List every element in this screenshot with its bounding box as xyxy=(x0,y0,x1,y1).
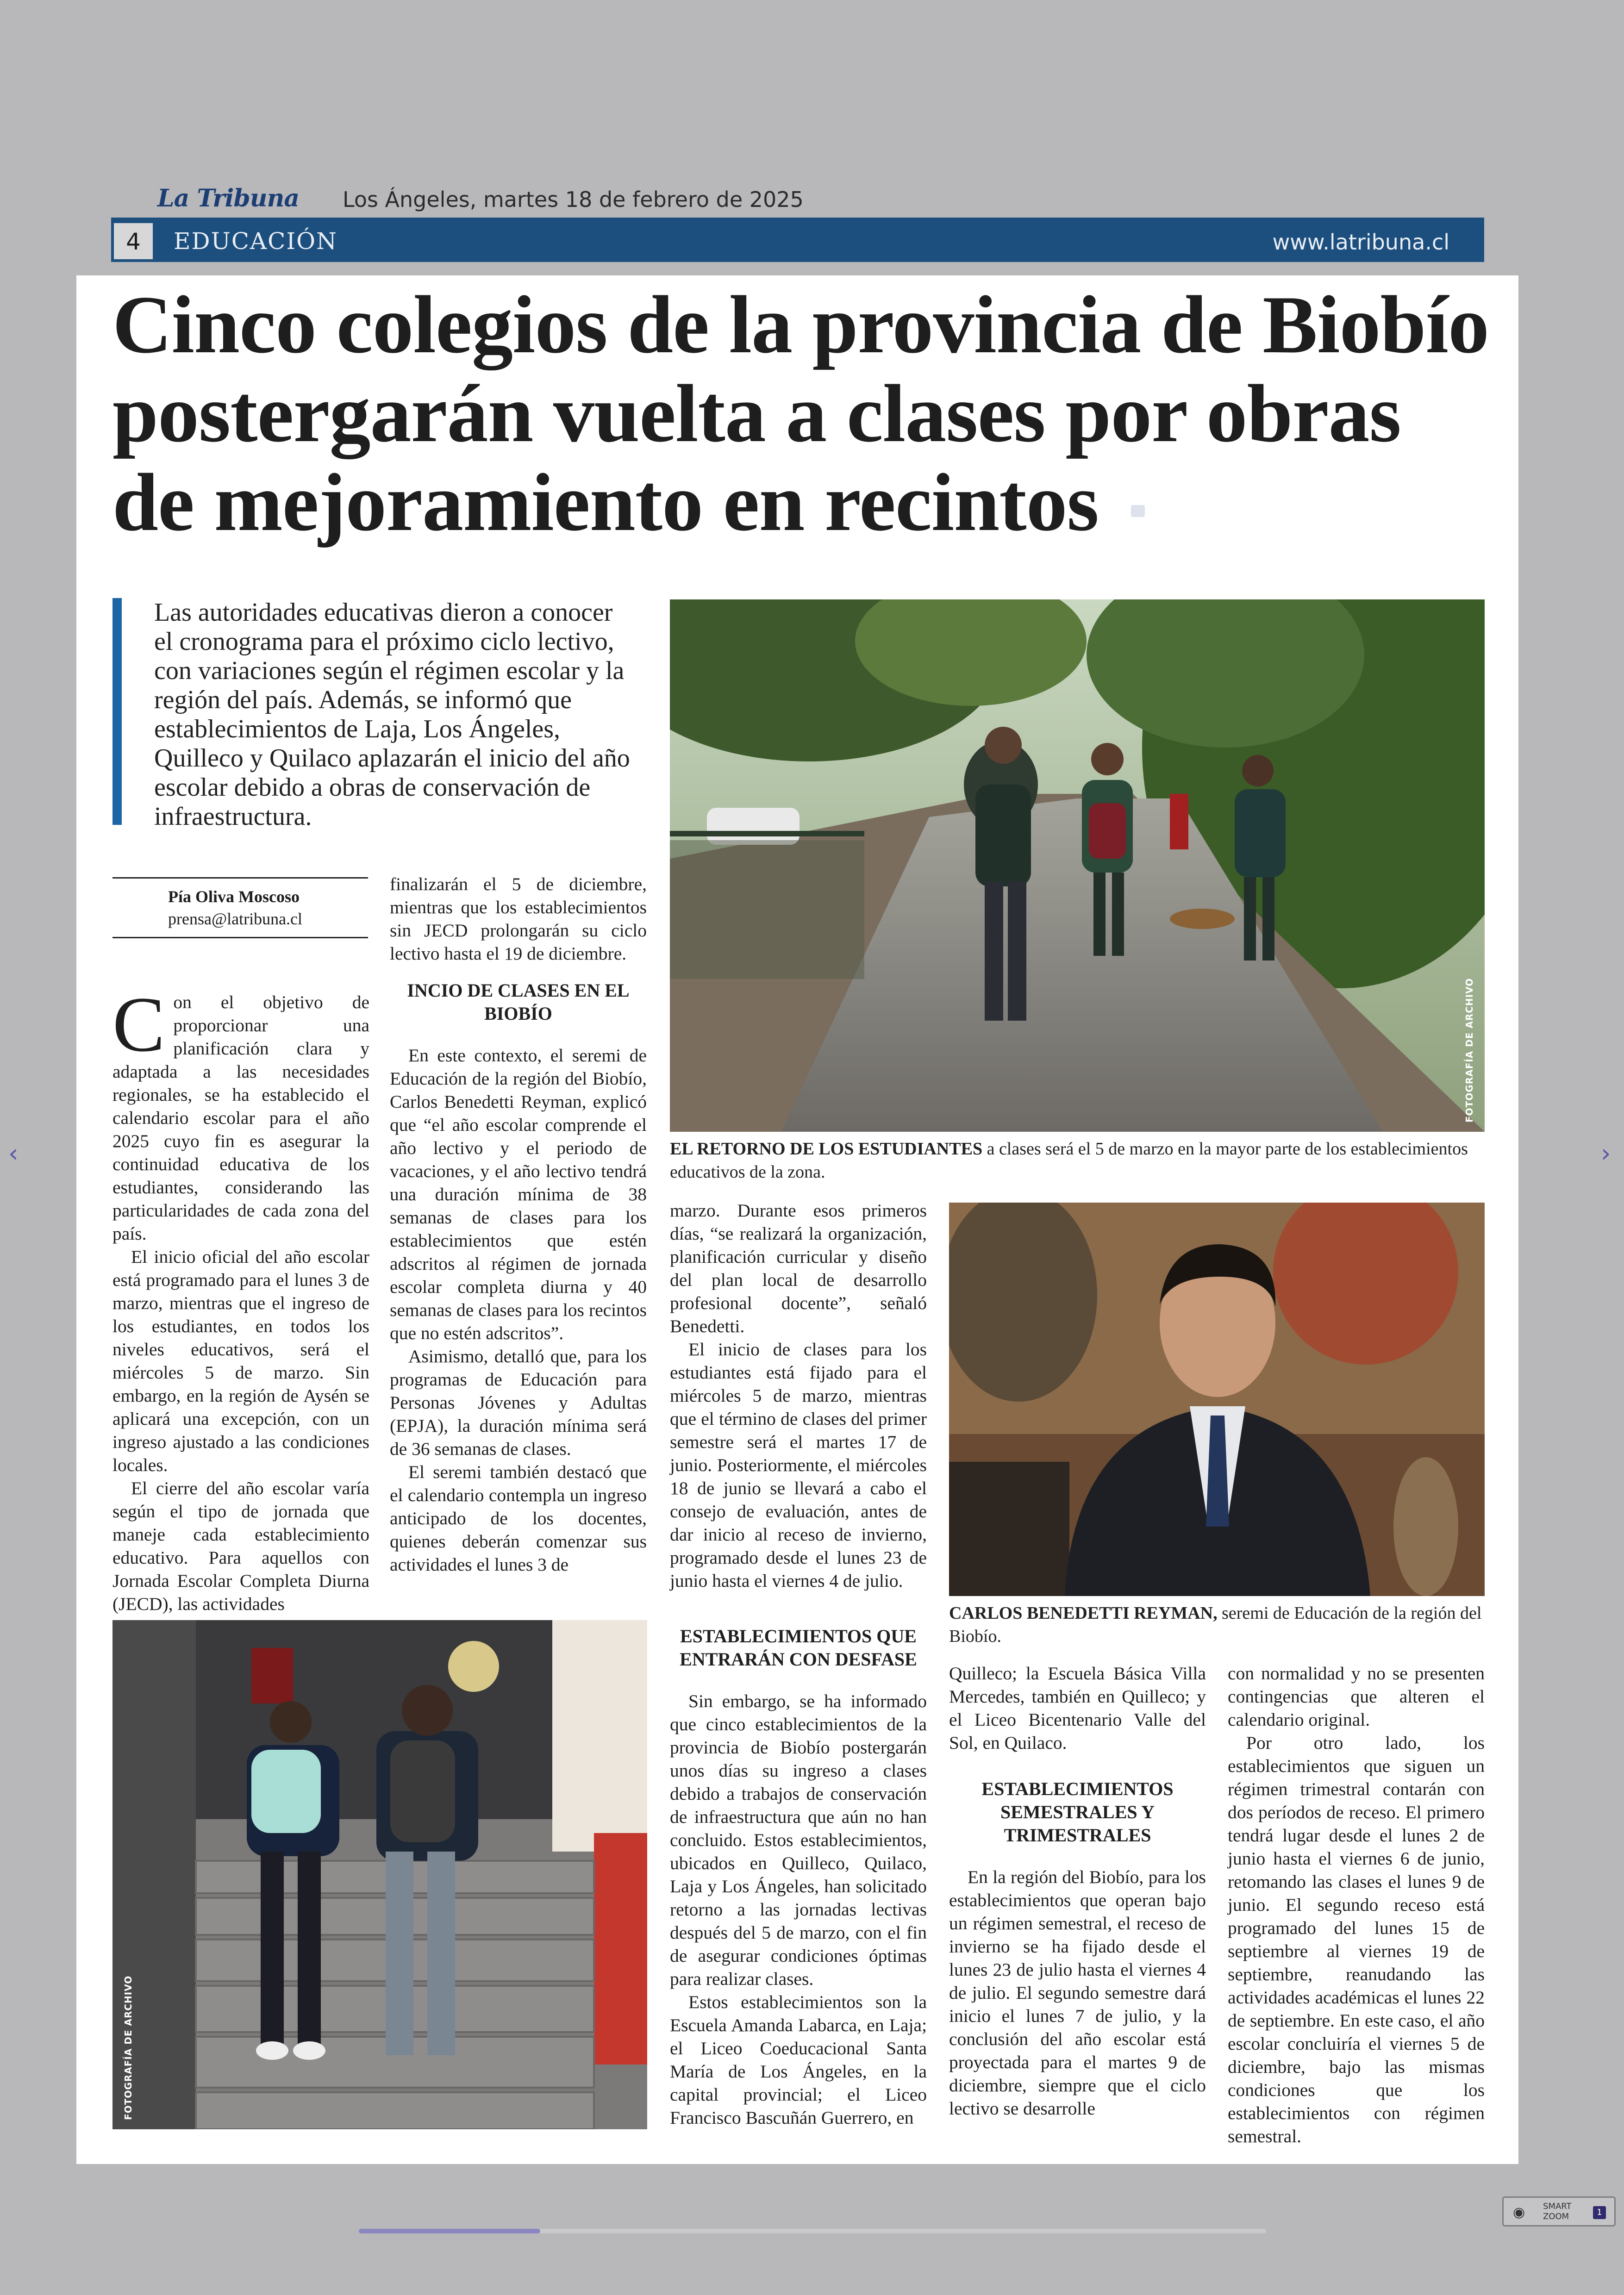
prev-page-arrow-icon[interactable]: ‹ xyxy=(8,1139,19,1168)
section-name: EDUCACIÓN xyxy=(174,228,337,255)
paragraph: Por otro lado, los establecimientos que siguen un régimen trimestral contarán con dos períodos de receso. El primero tendrá lugar desde el lunes 2 de junio hasta el viernes 6 de junio, retomando las clases el lunes 9 de junio. El segundo receso está programado del lunes 15 de septiembre al viernes 19 de septiembre, reanudando las actividades académicas el lunes 22 de septiembre. En este caso, el año escolar concluiría el viernes 5 de diciembre, bajo las mismas condiciones que los establecimientos con régimen semestral. xyxy=(1228,1733,1485,2146)
paragraph: En la región del Biobío, para los establecimientos que operan bajo un régimen semestral, el receso de invierno se ha fijado desde el lunes 23 de julio hasta el viernes 4 de julio. El segundo semestre dará inicio el lunes 7 de julio, y la conclusión del año escolar está proyectada para el martes 9 de diciembre, siempre que el ciclo lectivo se desarrolle xyxy=(949,1867,1206,2119)
scrollbar-thumb[interactable] xyxy=(359,2229,540,2233)
seremi-portrait-photo[interactable] xyxy=(949,1203,1485,1596)
paragraph: En este contexto, el seremi de Educación de la región del Biobío, Carlos Benedetti Reyman, explicó que “el año escolar comprende el año lectivo y el periodo de vacaciones, y el año lectivo tendrá una duración mínima de 38 semanas de clases para los establecimientos que estén adscritos al régimen de jornada escolar completa diurna y 40 semanas de clases para los recintos que no estén adscritos”. xyxy=(390,1045,647,1343)
smart-zoom-button[interactable] xyxy=(1502,2196,1616,2226)
paragraph: marzo. Durante esos primeros días, “se realizará la organización, planificación curricular y diseño del plan local de desarrollo profesional docente”, señaló Benedetti. xyxy=(670,1200,927,1336)
paragraph: Estos establecimientos son la Escuela Amanda Labarca, en Laja; el Liceo Coeducacional Santa María de Los Ángeles, en la capital provincial; el Liceo Francisco Bascuñán Guerrero, en xyxy=(670,1992,927,2128)
newspaper-page xyxy=(76,275,1518,2164)
newspaper-logo: La Tribuna xyxy=(157,184,300,212)
paragraph: Asimismo, detalló que, para los programas de Educación para Personas Jóvenes y Adultas (EPJA), la duración mínima será de 36 semanas de clases. xyxy=(390,1346,647,1459)
subheading: ESTABLECIMIENTOS QUE ENTRARÁN CON DESFASE xyxy=(680,1626,917,1670)
paragraph: finalizarán el 5 de diciembre, mientras que los establecimientos sin JECD prolongarán su ciclo lectivo hasta el 19 de diciembre. xyxy=(390,874,647,964)
students-walking-photo[interactable] xyxy=(670,599,1485,1132)
smart-zoom-badge: 1 xyxy=(1593,2206,1606,2219)
smart-zoom-label: SMART ZOOM xyxy=(1543,2201,1572,2221)
dateline: Los Ángeles, martes 18 de febrero de 2025 xyxy=(343,187,804,212)
headline-text: Cinco colegios de la provincia de Biobío postergarán vuelta a clases por obras de mejoramiento en recintos xyxy=(112,279,1489,548)
paragraph: El cierre del año escolar varía según el tipo de jornada que maneje cada establecimiento educativo. Para aquellos con Jornada Escolar Completa Diurna (JECD), las actividades xyxy=(112,1478,369,1614)
column-1 xyxy=(112,981,369,1615)
photo-credit: FOTOGRAFÍA DE ARCHIVO xyxy=(1464,978,1475,1123)
author-name: Pía Oliva Moscoso xyxy=(168,887,300,906)
annotation-marker-icon[interactable] xyxy=(1131,505,1145,517)
author-email[interactable]: prensa@latribuna.cl xyxy=(168,910,303,928)
headline xyxy=(112,280,1492,547)
caption-text: seremi de Educación de la región del Biobío. xyxy=(949,1603,1482,1646)
paragraph: Sin embargo, se ha informado que cinco establecimientos de la provincia de Biobío postergarán unos días su ingreso a clases debido a trabajos de conservación de infraestructura que aún no han concluido. Estos establecimientos, ubicados en Quilleco, Quilaco, Laja y Los Ángeles, han solicitado retorno a las jornadas lectivas después del 5 de marzo, con el fin de asegurar condiciones óptimas para realizar clases. xyxy=(670,1691,927,1989)
photo-caption xyxy=(670,1137,1485,1184)
drop-cap: C xyxy=(112,981,165,1068)
page-scrollbar[interactable] xyxy=(359,2229,1266,2233)
students-stairs-photo[interactable] xyxy=(112,1620,647,2129)
caption-bold: EL RETORNO DE LOS ESTUDIANTES xyxy=(670,1139,983,1159)
paragraph: Con el objetivo de proporcionar una planificación clara y adaptada a las necesidades regionales, se ha establecido el calendario escolar para el año 2025 cuyo fin es asegurar la continuidad educativa de los estudiantes, considerando las particularidades de cada zona del país. xyxy=(112,981,369,1244)
byline xyxy=(112,877,368,938)
website-url[interactable]: www.latribuna.cl xyxy=(1272,230,1449,255)
masthead xyxy=(111,184,1484,212)
section-bar xyxy=(111,218,1484,262)
photo-caption xyxy=(949,1602,1485,1648)
lead-paragraph: Las autoridades educativas dieron a conocer el cronograma para el próximo ciclo lectivo, con variaciones según el régimen escolar y la región del país. Además, se informó que establecimientos de Laja, Los Ángeles, Quilleco y Quilaco aplazarán el inicio del año escolar debido a obras de conservación de infraestructura. xyxy=(112,598,633,825)
seremi-portrait-image xyxy=(949,1203,1485,1596)
paragraph: El inicio de clases para los estudiantes está fijado para el miércoles 5 de marzo, mientras que el término de clases del primer semestre será el martes 17 de junio. Posteriormente, el miércoles 18 de junio se llevará a cabo el consejo de evaluación, antes de dar inicio al receso de invierno, programado desde el lunes 23 de junio hasta el viernes 4 de julio. xyxy=(670,1339,927,1591)
column-5 xyxy=(1228,1662,1485,2148)
page-number: 4 xyxy=(111,220,156,262)
paragraph: El inicio oficial del año escolar está programado para el lunes 3 de marzo, mientras que el ingreso de los estudiantes, en todos los niveles educativos, será el miércoles 5 de marzo. Sin embargo, en la región de Aysén se aplicará una excepción, con un ingreso ajustado a las condiciones locales. xyxy=(112,1247,369,1475)
eye-icon: ◉ xyxy=(1513,2204,1525,2220)
paragraph: Quilleco; la Escuela Básica Villa Mercedes, también en Quilleco; y el Liceo Bicentenario Valle del Sol, en Quilaco. xyxy=(949,1663,1206,1753)
caption-bold: CARLOS BENEDETTI REYMAN, xyxy=(949,1603,1218,1623)
paragraph: con normalidad y no se presenten contingencias que alteren el calendario original. xyxy=(1228,1663,1485,1730)
students-walking-image xyxy=(670,599,1485,1132)
students-stairs-image xyxy=(112,1620,647,2129)
next-page-arrow-icon[interactable]: › xyxy=(1601,1139,1611,1168)
paragraph: El seremi también destacó que el calendario contempla un ingreso anticipado de los docentes, quienes deberán comenzar sus actividades el lunes 3 de xyxy=(390,1462,647,1575)
column-2 xyxy=(390,873,647,1576)
subheading: INCIO DE CLASES EN EL BIOBÍO xyxy=(407,980,630,1024)
photo-credit: FOTOGRAFÍA DE ARCHIVO xyxy=(123,1975,134,2120)
subheading: ESTABLECIMIENTOS SEMESTRALES Y TRIMESTRALES xyxy=(981,1778,1174,1846)
caption-text: a clases será el 5 de marzo en la mayor parte de los establecimientos educativos de la zona. xyxy=(670,1139,1468,1182)
column-3 xyxy=(670,1199,927,2129)
column-4 xyxy=(949,1662,1206,2120)
